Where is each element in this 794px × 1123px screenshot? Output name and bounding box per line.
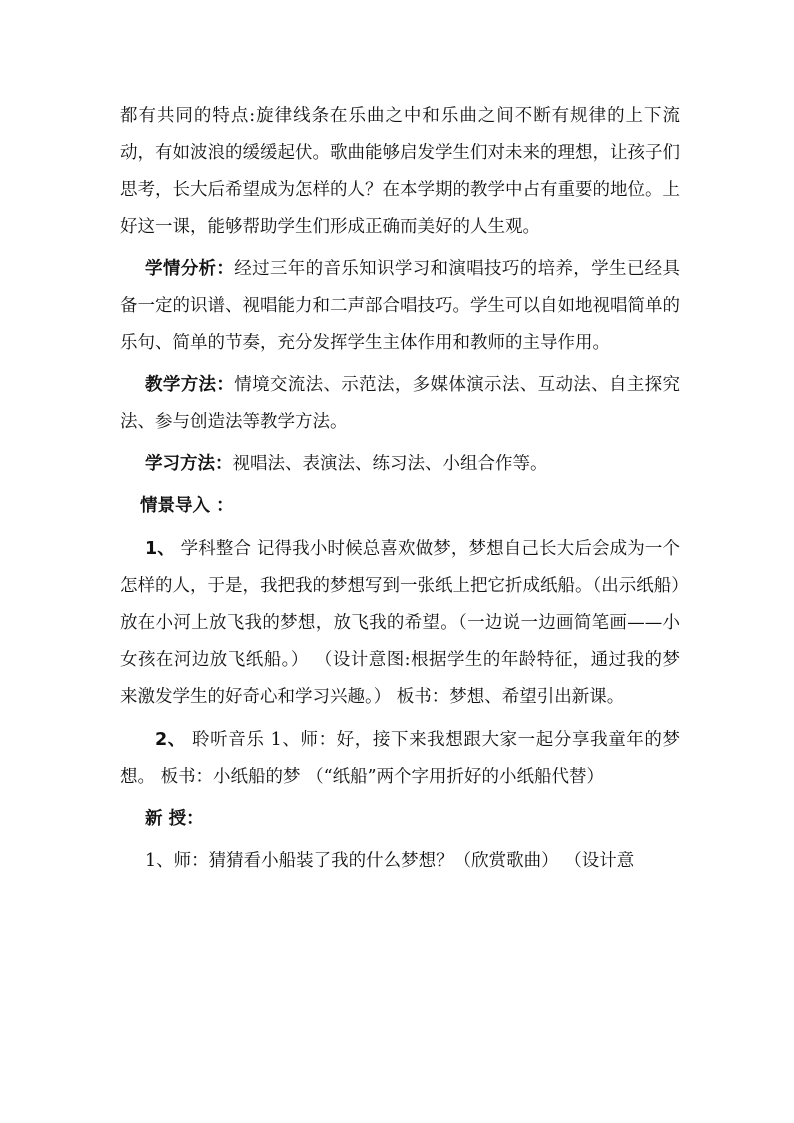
heading-new-lesson: 新 授： xyxy=(145,809,204,829)
study-methods-label: 学习方法： xyxy=(145,454,233,474)
paragraph-item-2 xyxy=(120,722,680,796)
paragraph-study-methods xyxy=(120,446,680,483)
learner-analysis-label: 学情分析： xyxy=(145,259,235,279)
teaching-methods-label: 教学方法： xyxy=(145,375,235,395)
item-2-text: 聆听音乐 1、师：好，接下来我想跟大家一起分享我童年的梦想。 板书：小纸船的梦 （“纸船”两个字用折好的小纸船代替） xyxy=(120,730,680,787)
document-body xyxy=(120,98,680,880)
heading-scene-introduction: 情景导入 ： xyxy=(140,496,234,516)
item-2-number: 2、 xyxy=(155,730,186,750)
item-1-number: 1、 xyxy=(145,539,175,559)
paragraph-song-features: 都有共同的特点:旋律线条在乐曲之中和乐曲之间不断有规律的上下流动，有如波浪的缓缓起伏。歌曲能够启发学生们对未来的理想，让孩子们思考，长大后希望成为怎样的人？在本学期的教学中占有重要的地位。上好这一课，能够帮助学生们形成正确而美好的人生观。 xyxy=(120,106,680,237)
item-1-text: 学科整合 记得我小时候总喜欢做梦，梦想自己长大后会成为一个怎样的人，于是，我把我的梦想写到一张纸上把它折成纸船。（出示纸船）放在小河上放飞我的梦想，放飞我的希望。（一边说一边画简笔画——小女孩在河边放飞纸船。） （设计意图:根据学生的年龄特征，通过我的梦来激发学生的好奇心和学习兴趣。） 板书：梦想、希望引出新课。 xyxy=(120,539,680,707)
paragraph-learner-analysis xyxy=(120,251,680,362)
learner-analysis-text: 经过三年的音乐知识学习和演唱技巧的培养，学生已经具备一定的识谱、视唱能力和二声部合唱技巧。学生可以自如地视唱简单的乐句、简单的节奏，充分发挥学生主体作用和教师的主导作用。 xyxy=(120,259,681,353)
teaching-methods-text: 情境交流法、示范法，多媒体演示法、互动法、自主探究法、参与创造法等教学方法。 xyxy=(120,375,681,432)
paragraph-item-1 xyxy=(120,531,680,716)
paragraph-teaching-methods xyxy=(120,367,680,441)
paragraph-item-3: 1、师：猜猜看小船装了我的什么梦想？（欣赏歌曲） （设计意 xyxy=(145,851,635,871)
study-methods-text: 视唱法、表演法、练习法、小组合作等。 xyxy=(232,454,548,474)
